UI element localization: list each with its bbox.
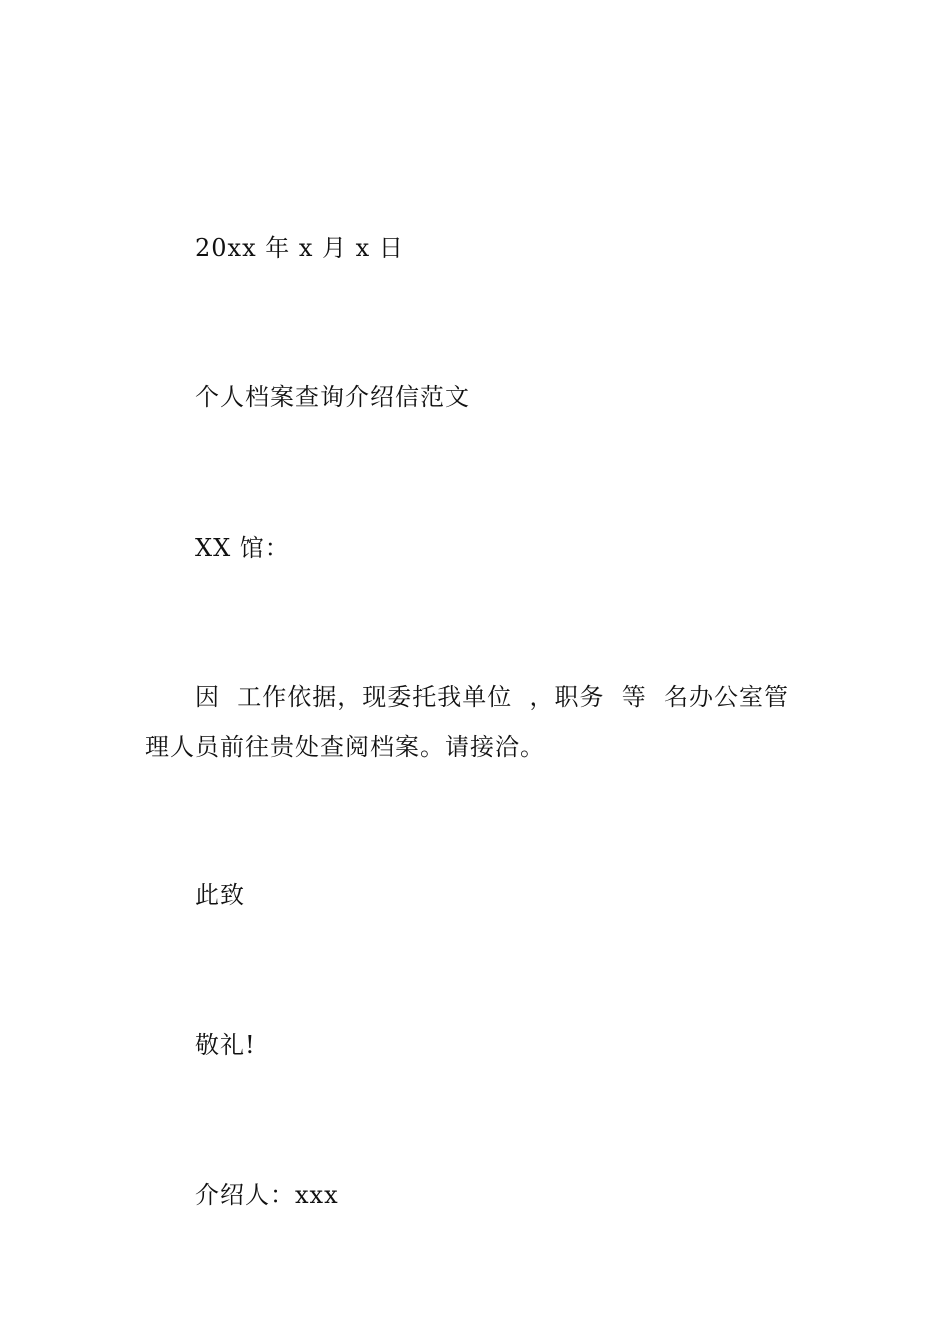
- letter-body-line-1: 因 工作依据，现委托我单位 ，职务 等 名办公室管: [195, 683, 790, 711]
- letter-title: 个人档案查询介绍信范文: [195, 383, 470, 411]
- letter-date: 20xx 年 x 月 x 日: [195, 234, 404, 262]
- letter-closing-salute: 敬礼!: [195, 1031, 256, 1059]
- letter-signer: 介绍人：xxx: [195, 1181, 339, 1209]
- letter-closing-greeting: 此致: [195, 881, 245, 909]
- letter-recipient: XX 馆：: [195, 534, 290, 562]
- letter-body-line-2: 理人员前往贵处查阅档案。请接洽。: [145, 733, 545, 761]
